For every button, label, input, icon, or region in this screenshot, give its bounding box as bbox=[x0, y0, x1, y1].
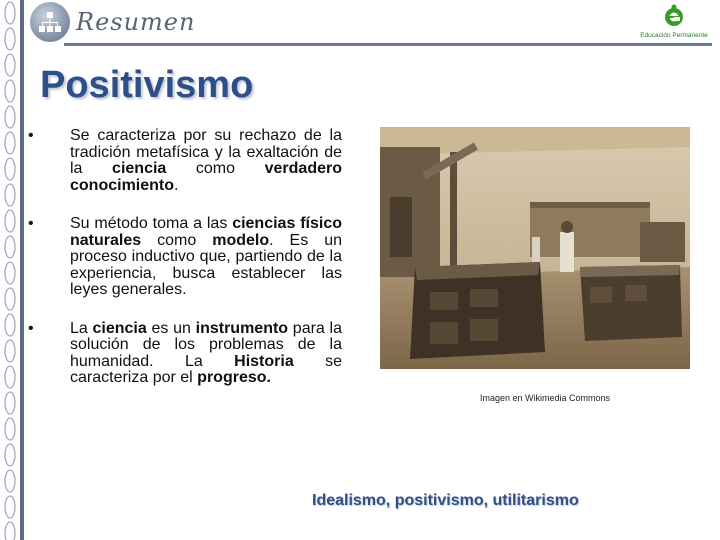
bullet-text: . Es un proceso inductivo que, partiendo de la experiencia, busca establecer las leyes generales. bbox=[70, 231, 342, 298]
bullet-emphasis: instrumento bbox=[195, 319, 289, 337]
bullet-emphasis: progreso. bbox=[197, 369, 271, 386]
bullet-marker: • bbox=[28, 319, 34, 337]
summary-logo bbox=[30, 2, 70, 42]
bullet-item bbox=[28, 321, 342, 387]
brand-logo bbox=[636, 4, 712, 42]
bullet-emphasis: ciencia bbox=[92, 319, 147, 337]
bullet-emphasis: modelo bbox=[212, 231, 270, 249]
bullet-text: . bbox=[174, 176, 179, 194]
bullet-marker: • bbox=[28, 127, 34, 144]
bullet-emphasis: ciencias físico naturales bbox=[70, 215, 342, 249]
bullet-text: para la solución de los problemas de la humanidad. La bbox=[70, 319, 342, 370]
bullet-item bbox=[28, 216, 342, 299]
bullet-list bbox=[28, 128, 342, 409]
slide-title: Positivismo bbox=[40, 64, 254, 106]
bullet-emphasis: Historia bbox=[234, 352, 294, 370]
left-border-rule bbox=[20, 0, 24, 540]
bullet-emphasis: verdadero conocimiento bbox=[70, 160, 342, 194]
image-caption: Imagen en Wikimedia Commons bbox=[479, 393, 611, 403]
topic-link[interactable]: Idealismo, positivismo, utilitarismo bbox=[312, 492, 579, 509]
bullet-text: es un bbox=[146, 319, 196, 337]
bullet-marker: • bbox=[28, 215, 34, 232]
bullet-item bbox=[28, 128, 342, 194]
bullet-emphasis: ciencia bbox=[112, 160, 167, 177]
brand-name: Educación Permanente bbox=[640, 32, 708, 39]
bullet-text: se caracteriza por el bbox=[70, 352, 342, 386]
brand-e-icon bbox=[664, 4, 684, 28]
laboratory-photo bbox=[380, 127, 690, 369]
sitemap-icon bbox=[38, 10, 62, 34]
bullet-text: como bbox=[166, 160, 265, 177]
bullet-text: Se caracteriza por su rechazo de la tradición metafísica y la exaltación de la bbox=[70, 127, 342, 177]
section-title: Resumen bbox=[76, 8, 196, 36]
header-divider bbox=[64, 43, 712, 46]
bullet-text: Su método toma a las bbox=[70, 215, 233, 232]
bullet-text: La bbox=[70, 319, 93, 337]
bullet-text: como bbox=[141, 231, 213, 249]
